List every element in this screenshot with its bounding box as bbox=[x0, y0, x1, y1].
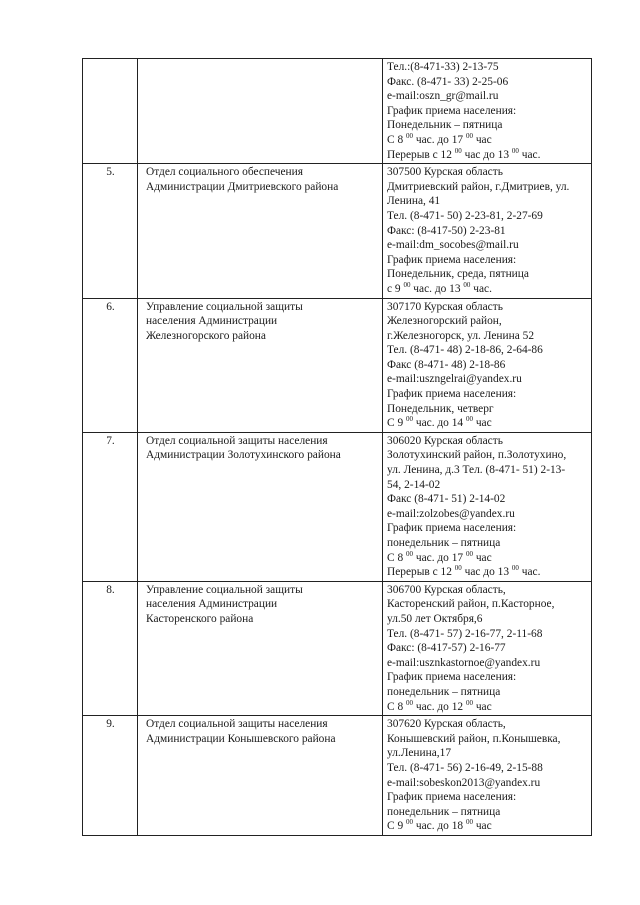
contact-info-line bbox=[387, 148, 588, 163]
contact-text: час. bbox=[518, 566, 541, 579]
contact-text: Тел.:(8-471-33) 2-13-75 bbox=[387, 61, 499, 73]
organization-name-line: Администрации Дмитриевского района bbox=[146, 180, 339, 193]
time-minutes-superscript: 00 bbox=[511, 146, 519, 155]
organization-name bbox=[138, 432, 383, 581]
contact-text: Тел. (8-471- 50) 2-23-81, 2-27-69 bbox=[387, 209, 543, 222]
contact-text: час bbox=[472, 133, 492, 146]
contact-info bbox=[383, 581, 592, 715]
contact-text: 306700 Курская область, bbox=[387, 583, 506, 596]
contact-info-line bbox=[387, 565, 588, 580]
organization-name-line: Отдел социальной защиты населения bbox=[146, 718, 328, 731]
contact-text: ул.50 лет Октября,6 bbox=[387, 612, 483, 625]
row-number: 7. bbox=[83, 432, 138, 581]
time-minutes-superscript: 00 bbox=[465, 698, 473, 707]
contact-text: Факс (8-471- 51) 2-14-02 bbox=[387, 493, 506, 506]
time-minutes-superscript: 00 bbox=[465, 818, 473, 827]
contact-info bbox=[383, 432, 592, 581]
contact-info-line bbox=[387, 521, 588, 536]
contact-text: Понедельник, четверг bbox=[387, 402, 494, 415]
time-minutes-superscript: 00 bbox=[406, 698, 413, 707]
contact-info-line bbox=[387, 641, 588, 656]
contact-info-line bbox=[387, 267, 588, 282]
organization-name bbox=[138, 59, 383, 164]
organization-name-line: Администрации Золотухинского района bbox=[146, 449, 341, 462]
contact-text: Тел. (8-471- 48) 2-18-86, 2-64-86 bbox=[387, 344, 543, 357]
contact-text: час. до 14 bbox=[413, 417, 466, 430]
organization-name bbox=[138, 716, 383, 836]
contact-text: час bbox=[472, 820, 492, 833]
contact-text: час. до 18 bbox=[413, 820, 466, 833]
organization-name-line: Отдел социального обеспечения bbox=[146, 166, 303, 179]
contact-info-line bbox=[387, 300, 588, 315]
contact-info-line bbox=[387, 402, 588, 417]
contact-text: С 8 bbox=[387, 700, 406, 713]
row-number bbox=[83, 59, 138, 164]
organization-name-line: населения Администрации bbox=[146, 598, 278, 611]
contact-info-line bbox=[387, 746, 588, 761]
contact-text: 307170 Курская область bbox=[387, 300, 503, 313]
offices-table-body bbox=[83, 59, 592, 836]
row-number: 6. bbox=[83, 298, 138, 432]
organization-name-line: Касторенского района bbox=[146, 612, 254, 625]
contact-text: Факс (8-471- 48) 2-18-86 bbox=[387, 358, 506, 371]
organization-name-line: Управление социальной защиты bbox=[146, 300, 303, 313]
table-row bbox=[83, 432, 592, 581]
contact-text: e-mail:zolzobes@yandex.ru bbox=[387, 507, 515, 520]
table-row bbox=[83, 581, 592, 715]
contact-text: Перерыв с 12 bbox=[387, 148, 455, 161]
contact-text: Ленина, 41 bbox=[387, 195, 441, 208]
contact-text: e-mail:sobeskon2013@yandex.ru bbox=[387, 776, 541, 789]
contact-info-line bbox=[387, 805, 588, 820]
time-minutes-superscript: 00 bbox=[454, 564, 462, 573]
contact-text: График приема населения: bbox=[387, 671, 517, 684]
contact-text: Перерыв с 12 bbox=[387, 566, 455, 579]
contact-text: час. bbox=[518, 148, 541, 161]
contact-info-line bbox=[387, 700, 588, 715]
contact-text: С 8 bbox=[387, 133, 406, 146]
organization-name-line: Отдел социальной защиты населения bbox=[146, 434, 328, 447]
contact-info-line bbox=[387, 165, 588, 180]
contact-info-line bbox=[387, 685, 588, 700]
contact-info-line bbox=[387, 583, 588, 598]
contact-info bbox=[383, 164, 592, 298]
contact-text: e-mail:dm_socobes@mail.ru bbox=[387, 239, 519, 252]
contact-text: График приема населения: bbox=[387, 388, 517, 401]
organization-name-line: Железногорского района bbox=[146, 329, 266, 342]
contact-text: 307620 Курская область, bbox=[387, 718, 506, 731]
contact-info-line bbox=[387, 75, 588, 90]
contact-info-line bbox=[387, 224, 588, 239]
contact-text: e-mail:uszngelrai@yandex.ru bbox=[387, 373, 522, 386]
contact-text: Тел. (8-471- 56) 2-16-49, 2-15-88 bbox=[387, 761, 543, 774]
contact-text: час. до 12 bbox=[413, 700, 466, 713]
contact-text: e-mail:oszn_gr@mail.ru bbox=[387, 90, 499, 103]
contact-text: понедельник – пятница bbox=[387, 537, 501, 549]
contact-info bbox=[383, 716, 592, 836]
contact-info-line bbox=[387, 343, 588, 358]
table-row bbox=[83, 298, 592, 432]
contact-text: час bbox=[472, 700, 492, 713]
contact-info-line bbox=[387, 60, 588, 75]
organization-name-line: Администрации Конышевского района bbox=[146, 732, 336, 745]
contact-info-line bbox=[387, 180, 588, 195]
contact-info-line bbox=[387, 761, 588, 776]
contact-text: час до 13 bbox=[461, 566, 512, 579]
contact-info-line bbox=[387, 776, 588, 791]
contact-info-line bbox=[387, 536, 588, 551]
organization-name-line: Управление социальной защиты bbox=[146, 583, 303, 596]
contact-text: Факс: (8-417-57) 2-16-77 bbox=[387, 642, 506, 655]
contact-text: ул. Ленина, д.3 Тел. (8-471- 51) 2-13- bbox=[387, 464, 566, 477]
contact-info-line bbox=[387, 118, 588, 133]
contact-info-line bbox=[387, 358, 588, 373]
contact-text: 306020 Курская область bbox=[387, 434, 503, 447]
contact-text: Факс. (8-471- 33) 2-25-06 bbox=[387, 75, 509, 88]
contact-info-line bbox=[387, 656, 588, 671]
contact-text: С 8 bbox=[387, 551, 406, 564]
contact-info-line bbox=[387, 238, 588, 253]
time-minutes-superscript: 00 bbox=[463, 280, 471, 289]
contact-text: Золотухинский район, п.Золотухино, bbox=[387, 449, 567, 462]
table-row bbox=[83, 59, 592, 164]
contact-info-line bbox=[387, 434, 588, 449]
contact-info-line bbox=[387, 282, 588, 297]
contact-text: График приема населения: bbox=[387, 791, 517, 804]
contact-text: час bbox=[472, 551, 492, 564]
contact-info-line bbox=[387, 372, 588, 387]
contact-text: час до 13 bbox=[461, 148, 512, 161]
contact-text: с 9 bbox=[387, 282, 404, 295]
time-minutes-superscript: 00 bbox=[406, 415, 413, 424]
contact-info-line bbox=[387, 463, 588, 478]
organization-name bbox=[138, 581, 383, 715]
contact-text: График приема населения: bbox=[387, 522, 517, 535]
contact-text: С 9 bbox=[387, 417, 406, 430]
contact-info-line bbox=[387, 819, 588, 834]
time-minutes-superscript: 00 bbox=[406, 549, 413, 558]
contact-info-line bbox=[387, 89, 588, 104]
contact-text: понедельник – пятница bbox=[387, 685, 501, 698]
contact-text: График приема населения: bbox=[387, 104, 517, 117]
time-minutes-superscript: 00 bbox=[511, 564, 519, 573]
contact-text: час. bbox=[470, 282, 492, 295]
contact-info-line bbox=[387, 387, 588, 402]
contact-text: e-mail:usznkastornoe@yandex.ru bbox=[387, 656, 541, 669]
contact-text: Понедельник, среда, пятница bbox=[387, 268, 529, 281]
time-minutes-superscript: 00 bbox=[465, 131, 473, 140]
contact-text: час. до 13 bbox=[410, 282, 464, 295]
contact-text: Понедельник – пятница bbox=[387, 119, 503, 132]
contact-text: час. до 17 bbox=[413, 133, 466, 146]
time-minutes-superscript: 00 bbox=[406, 818, 413, 827]
contact-info bbox=[383, 59, 592, 164]
time-minutes-superscript: 00 bbox=[465, 549, 473, 558]
time-minutes-superscript: 00 bbox=[403, 280, 411, 289]
contact-text: Факс: (8-417-50) 2-23-81 bbox=[387, 224, 506, 237]
contact-info-line bbox=[387, 492, 588, 507]
contact-info-line bbox=[387, 790, 588, 805]
table-row bbox=[83, 716, 592, 836]
contact-info-line bbox=[387, 194, 588, 209]
organization-name-line: населения Администрации bbox=[146, 315, 278, 328]
contact-text: С 9 bbox=[387, 820, 406, 833]
contact-text: г.Железногорск, ул. Ленина 52 bbox=[387, 329, 535, 342]
row-number: 8. bbox=[83, 581, 138, 715]
time-minutes-superscript: 00 bbox=[465, 415, 473, 424]
contact-text: Тел. (8-471- 57) 2-16-77, 2-11-68 bbox=[387, 627, 543, 640]
organization-name bbox=[138, 164, 383, 298]
contact-info-line bbox=[387, 627, 588, 642]
contact-info-line bbox=[387, 670, 588, 685]
contact-info-line bbox=[387, 507, 588, 522]
contact-info-line bbox=[387, 209, 588, 224]
contact-info-line bbox=[387, 551, 588, 566]
offices-table bbox=[82, 58, 592, 836]
table-row bbox=[83, 164, 592, 298]
contact-info-line bbox=[387, 253, 588, 268]
contact-text: Касторенский район, п.Касторное, bbox=[387, 598, 555, 611]
contact-info-line bbox=[387, 133, 588, 148]
contact-info bbox=[383, 298, 592, 432]
organization-name bbox=[138, 298, 383, 432]
contact-text: Железногорский район, bbox=[387, 315, 502, 328]
contact-text: 307500 Курская область bbox=[387, 166, 503, 179]
contact-text: Дмитриевский район, г.Дмитриев, ул. bbox=[387, 180, 570, 193]
contact-info-line bbox=[387, 314, 588, 329]
time-minutes-superscript: 00 bbox=[454, 146, 462, 155]
contact-text: ул.Ленина,17 bbox=[387, 747, 452, 760]
time-minutes-superscript: 00 bbox=[406, 131, 413, 140]
contact-info-line bbox=[387, 732, 588, 747]
row-number: 9. bbox=[83, 716, 138, 836]
row-number: 5. bbox=[83, 164, 138, 298]
contact-text: понедельник – пятница bbox=[387, 805, 501, 818]
contact-info-line bbox=[387, 597, 588, 612]
contact-text: час. до 17 bbox=[413, 551, 466, 564]
contact-info-line bbox=[387, 104, 588, 119]
contact-info-line bbox=[387, 416, 588, 431]
contact-info-line bbox=[387, 717, 588, 732]
contact-text: Конышевский район, п.Конышевка, bbox=[387, 732, 561, 745]
contact-text: График приема населения: bbox=[387, 253, 517, 266]
contact-text: 54, 2-14-02 bbox=[387, 478, 441, 491]
contact-text: час bbox=[472, 417, 492, 430]
contact-info-line bbox=[387, 478, 588, 493]
contact-info-line bbox=[387, 448, 588, 463]
contact-info-line bbox=[387, 329, 588, 344]
contact-info-line bbox=[387, 612, 588, 627]
